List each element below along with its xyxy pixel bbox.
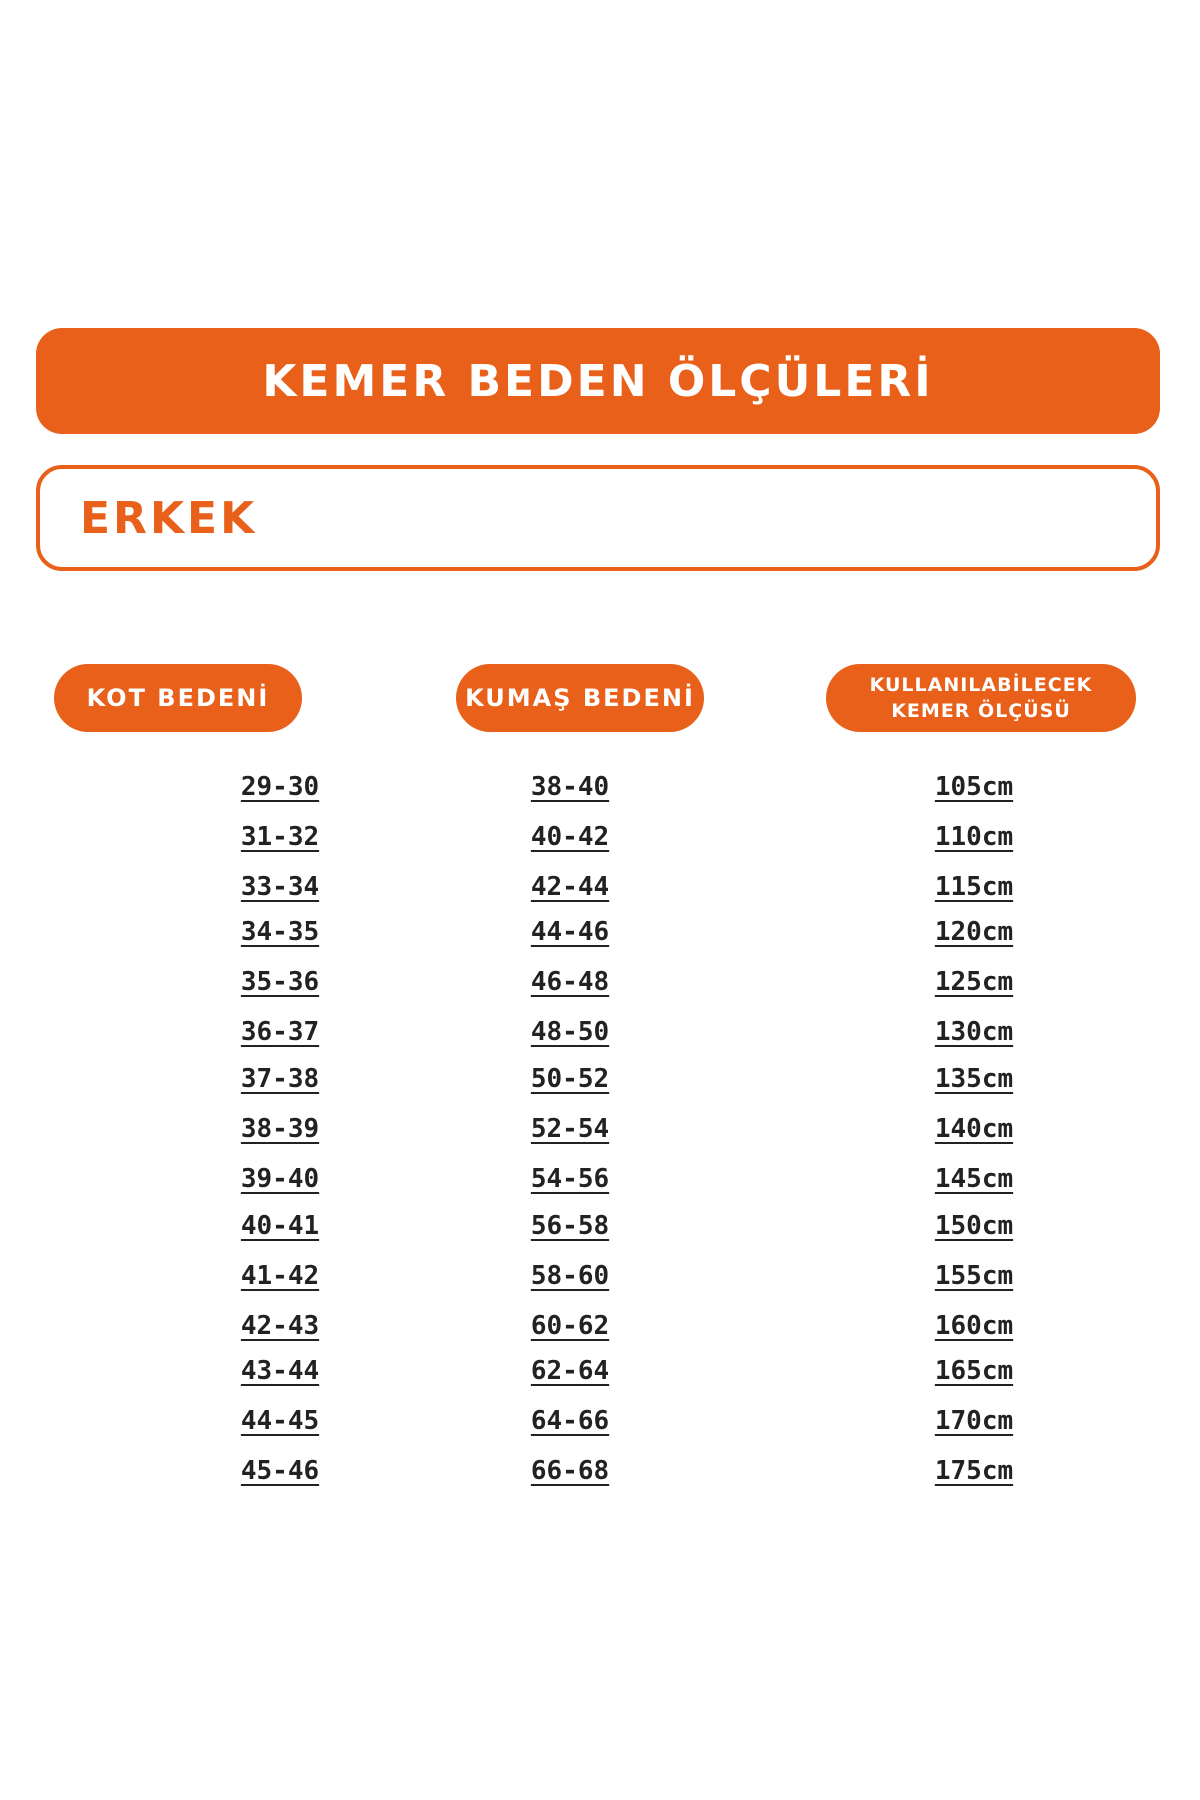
table-cell-value: 41-42 [240,1261,320,1291]
table-cell-kot [180,917,380,947]
column-header-kemer-label-line1: KULLANILABİLECEK [869,674,1093,696]
table-cell-kumas [470,917,670,947]
table-cell-value: 42-43 [240,1311,320,1341]
table-cell-kot [180,1311,380,1341]
table-cell-kot [180,822,380,852]
table-cell-value: 165cm [934,1356,1014,1386]
table-cell-kumas [470,1017,670,1047]
table-cell-value: 48-50 [530,1017,610,1047]
table-cell-kot [180,1114,380,1144]
table-cell-kumas [470,1261,670,1291]
table-cell-kemer [874,1064,1074,1094]
table-cell-value: 60-62 [530,1311,610,1341]
table-cell-value: 160cm [934,1311,1014,1341]
table-cell-kumas [470,1064,670,1094]
table-cell-value: 150cm [934,1211,1014,1241]
table-cell-kot [180,1406,380,1436]
table-cell-value: 50-52 [530,1064,610,1094]
table-cell-value: 140cm [934,1114,1014,1144]
column-header-kemer [826,664,1136,732]
table-cell-kemer [874,872,1074,902]
column-header-kot [54,664,302,732]
table-cell-value: 31-32 [240,822,320,852]
table-cell-value: 42-44 [530,872,610,902]
table-cell-kemer [874,1261,1074,1291]
table-cell-kumas [470,1311,670,1341]
table-cell-value: 130cm [934,1017,1014,1047]
table-cell-value: 52-54 [530,1114,610,1144]
table-cell-kemer [874,1211,1074,1241]
page-title: KEMER BEDEN ÖLÇÜLERİ [262,355,934,407]
table-cell-value: 46-48 [530,967,610,997]
table-cell-kumas [470,772,670,802]
table-cell-kumas [470,1164,670,1194]
table-cell-kot [180,1064,380,1094]
table-cell-kot [180,1017,380,1047]
table-cell-value: 110cm [934,822,1014,852]
table-cell-kemer [874,1114,1074,1144]
column-header-kumas-label: KUMAŞ BEDENİ [465,684,695,712]
table-cell-kot [180,1211,380,1241]
table-cell-value: 39-40 [240,1164,320,1194]
table-cell-value: 66-68 [530,1456,610,1486]
table-cell-value: 35-36 [240,967,320,997]
table-cell-value: 37-38 [240,1064,320,1094]
table-cell-value: 43-44 [240,1356,320,1386]
table-cell-value: 33-34 [240,872,320,902]
table-cell-value: 38-40 [530,772,610,802]
column-header-kumas [456,664,704,732]
table-cell-value: 125cm [934,967,1014,997]
table-cell-value: 105cm [934,772,1014,802]
table-cell-value: 34-35 [240,917,320,947]
table-cell-value: 145cm [934,1164,1014,1194]
table-cell-kot [180,1356,380,1386]
table-cell-kemer [874,1017,1074,1047]
table-cell-value: 40-41 [240,1211,320,1241]
column-header-kot-label: KOT BEDENİ [86,684,270,712]
table-cell-value: 29-30 [240,772,320,802]
table-cell-value: 135cm [934,1064,1014,1094]
table-cell-kumas [470,1356,670,1386]
table-cell-kemer [874,1406,1074,1436]
table-cell-kemer [874,822,1074,852]
table-cell-kot [180,772,380,802]
table-cell-kot [180,1456,380,1486]
table-cell-value: 155cm [934,1261,1014,1291]
table-cell-value: 44-46 [530,917,610,947]
table-cell-kumas [470,1211,670,1241]
table-cell-kot [180,1261,380,1291]
table-cell-value: 44-45 [240,1406,320,1436]
table-cell-value: 36-37 [240,1017,320,1047]
table-cell-kemer [874,967,1074,997]
table-cell-kumas [470,822,670,852]
column-header-kemer-label-line2: KEMER ÖLÇÜSÜ [891,700,1071,722]
table-cell-value: 64-66 [530,1406,610,1436]
table-cell-value: 170cm [934,1406,1014,1436]
table-cell-kemer [874,1311,1074,1341]
table-cell-value: 38-39 [240,1114,320,1144]
table-cell-value: 175cm [934,1456,1014,1486]
table-cell-kemer [874,1164,1074,1194]
table-cell-kumas [470,1456,670,1486]
table-cell-kemer [874,917,1074,947]
table-cell-value: 62-64 [530,1356,610,1386]
table-cell-value: 120cm [934,917,1014,947]
table-cell-kot [180,1164,380,1194]
table-cell-value: 115cm [934,872,1014,902]
table-cell-value: 40-42 [530,822,610,852]
table-cell-kumas [470,1114,670,1144]
title-banner [36,328,1160,434]
section-box [36,465,1160,571]
table-cell-kumas [470,967,670,997]
table-cell-kemer [874,1356,1074,1386]
table-cell-value: 58-60 [530,1261,610,1291]
table-cell-kumas [470,872,670,902]
section-title: ERKEK [80,492,258,544]
table-cell-kot [180,967,380,997]
table-cell-kot [180,872,380,902]
table-cell-value: 54-56 [530,1164,610,1194]
table-cell-kumas [470,1406,670,1436]
table-cell-value: 45-46 [240,1456,320,1486]
table-cell-value: 56-58 [530,1211,610,1241]
table-cell-kemer [874,1456,1074,1486]
table-cell-kemer [874,772,1074,802]
